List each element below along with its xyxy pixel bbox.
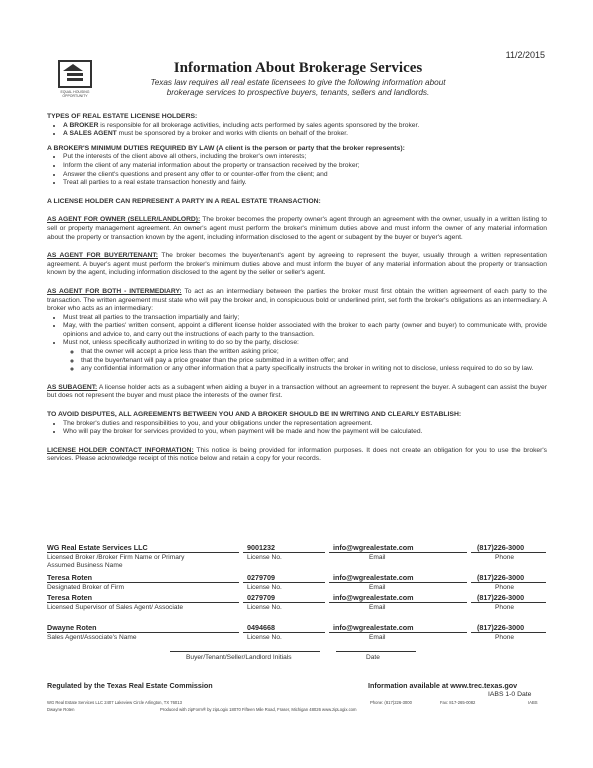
email-label: Email (369, 634, 386, 641)
intermediary-sublist (63, 348, 547, 374)
broker-firm-name: WG Real Estate Services LLC (47, 543, 148, 552)
sales-agent-phone: (817)226-3000 (477, 623, 525, 632)
page-title: Information About Brokerage Services (173, 60, 423, 76)
buyer-agent-paragraph: AS AGENT FOR BUYER/TENANT: The broker becomes the buyer/tenant's agent by agreeing to represent the buyer, usually through a written representation agreement. A buyer's agent must perform the broker's minimum duties above and must inform the buyer of any material information about the property or transaction known by the agent, including information disclosed to the agent by the seller or seller's agent. (47, 252, 548, 277)
sales-agent-license: 0494668 (247, 623, 275, 632)
phone-label: Phone (495, 604, 515, 611)
footer-software: Produced with zipForm® by zipLogix 18070 Fifteen Mile Road, Fraser, Michigan 48026 www.zipLogix.com (160, 707, 357, 712)
info-available-text: Information available at www.trec.texas.gov (368, 681, 518, 690)
footer-fax: Fax: 817-265-0082 (440, 700, 476, 705)
duties-list (47, 153, 547, 187)
date-label: Date (366, 654, 380, 661)
designated-broker-license: 0279709 (247, 573, 275, 582)
broker-license: 9001232 (247, 543, 275, 552)
intermediary-list (47, 314, 547, 374)
document-date: 11/2/2015 (505, 50, 545, 60)
sales-agent-name: Dwayne Roten (47, 623, 97, 632)
intermediary-paragraph: AS AGENT FOR BOTH - INTERMEDIARY: To act as an intermediary between the parties the broker must first obtain the written agreement of each party to the transaction. The written agreement must state who will pay the broker and, in conspicuous bold or underlined print, set forth the broker's obligations as an intermediary. A broker who acts as an intermediary: (47, 287, 547, 313)
designated-broker-name: Teresa Roten (47, 573, 93, 582)
list-item: • A BROKER is responsible for all brokerage activities, including acts performed by sales agents sponsored by the broker. (63, 122, 547, 131)
owner-agent-paragraph: AS AGENT FOR OWNER (SELLER/LANDLORD): The broker becomes the property owner's agent through an agreement with the owner, usually in a written listing to sell or property management agreement. An owner's agent must perform the broker's minimum duties above and must inform the owner of any material information about the property or transaction known by the agent, including information disclosed to the agent or subagent by the buyer or buyer's agent. (47, 216, 547, 241)
email-label: Email (369, 554, 386, 561)
date-line (336, 651, 416, 652)
broker-phone: (817)226-3000 (477, 543, 525, 552)
represent-heading: A LICENSE HOLDER CAN REPRESENT A PARTY IN A REAL ESTATE TRANSACTION: (47, 197, 321, 205)
list-item: • Who will pay the broker for services provided to you, when payment will be made and how the payment will be calculated. (63, 428, 547, 437)
broker-email: info@wgrealestate.com (333, 543, 414, 552)
page-subtitle (115, 78, 481, 98)
designated-broker-phone: (817)226-3000 (477, 573, 525, 582)
disputes-heading: TO AVOID DISPUTES, ALL AGREEMENTS BETWEEN YOU AND A BROKER SHOULD BE IN WRITING AND CLEARLY ESTABLISH: (47, 411, 462, 419)
designated-broker-label: Designated Broker of Firm (47, 584, 124, 591)
list-item: • Treat all parties to a real estate transaction honestly and fairly. (63, 179, 547, 188)
license-label: License No. (247, 554, 282, 561)
phone-label: Phone (495, 554, 515, 561)
logo-caption: EQUAL HOUSING OPPORTUNITY (60, 90, 90, 98)
supervisor-license: 0279709 (247, 593, 275, 602)
house-icon (58, 60, 92, 88)
sales-agent-email: info@wgrealestate.com (333, 623, 414, 632)
list-item: ◦ any confidential information or any other information that a party specifically instructs the broker in writing not to disclose, unless required to do so by law. (81, 365, 547, 374)
subtitle-line-2: brokerage services to prospective buyers, tenants, sellers and landlords. (166, 88, 430, 97)
footer-phone: Phone: (817)226-3000 (370, 700, 412, 705)
sales-agent-label: Sales Agent/Associate's Name (47, 634, 137, 641)
list-item: • The broker's duties and responsibilities to you, and your obligations under the representation agreement. (63, 420, 547, 429)
form-id: IABS 1-0 Date (488, 691, 532, 698)
supervisor-name: Teresa Roten (47, 593, 93, 602)
supervisor-label: Licensed Supervisor of Sales Agent/ Associate (47, 604, 183, 611)
footer-code: IABS (528, 700, 538, 705)
subtitle-line-1: Texas law requires all real estate licensees to give the following information about (150, 78, 446, 87)
supervisor-email: info@wgrealestate.com (333, 593, 414, 602)
license-label: License No. (247, 584, 282, 591)
disputes-list (47, 420, 547, 437)
contact-info-paragraph: LICENSE HOLDER CONTACT INFORMATION: This notice is being provided for information purposes. It does not create an obligation for you to use the broker's services. Please acknowledge receipt of this notice below and retain a copy for your records. (47, 446, 547, 463)
equal-housing-logo (58, 60, 92, 98)
license-label: License No. (247, 634, 282, 641)
list-item: ◦ that the owner will accept a price less than the written asking price; (81, 348, 547, 357)
types-heading: TYPES OF REAL ESTATE LICENSE HOLDERS: (47, 113, 198, 120)
initials-label: Buyer/Tenant/Seller/Landlord Initials (186, 654, 292, 661)
types-list (47, 122, 547, 139)
list-item: • Answer the client's questions and present any offer to or counter-offer from the client; and (63, 171, 547, 180)
contact-table (47, 543, 546, 663)
phone-label: Phone (495, 634, 515, 641)
regulated-text: Regulated by the Texas Real Estate Commission (47, 681, 213, 690)
designated-broker-email: info@wgrealestate.com (333, 573, 414, 582)
list-item: • Inform the client of any material information about the property or transaction received by the broker; (63, 162, 547, 171)
footer-company: WG Real Estate Services LLC 2407 Lakeview Circle Arlington, TX 76013 (47, 700, 182, 705)
list-item: • Must treat all parties to the transaction impartially and fairly; (63, 314, 547, 323)
phone-label: Phone (495, 584, 515, 591)
duties-heading: A BROKER'S MINIMUM DUTIES REQUIRED BY LAW (A client is the person or party that the broker represents): (47, 144, 405, 152)
broker-name-label: Licensed Broker /Broker Firm Name or Primary Assumed Business Name (47, 554, 185, 569)
list-item: • Must not, unless specifically authorized in writing to do so by the party, disclose: ◦ that the owner will accept a price less than the written asking price; ◦ that the buyer/tenant will pay a price greater than the price submitted in a written offer; and ◦ any confidential information or any other information that a party specifically instructs the broker in writing not to disclose, unless required to do so by law. (63, 339, 547, 373)
license-label: License No. (247, 604, 282, 611)
list-item: • May, with the parties' written consent, appoint a different license holder associated with the broker to each party (owner and buyer) to communicate with, provide opinions and advice to, and carry out the instructions of each party to the transaction. (63, 322, 547, 339)
list-item: • Put the interests of the client above all others, including the broker's own interests; (63, 153, 547, 162)
email-label: Email (369, 584, 386, 591)
initials-line (170, 651, 320, 652)
subagent-paragraph: AS SUBAGENT: A license holder acts as a subagent when aiding a buyer in a transaction without an agreement to represent the buyer. A subagent can assist the buyer but does not represent the buyer and must place the interests of the owner first. (47, 383, 547, 400)
footer-agent: Dwayne Roten (47, 707, 75, 712)
supervisor-phone: (817)226-3000 (477, 593, 525, 602)
list-item: ◦ that the buyer/tenant will pay a price greater than the price submitted in a written offer; and (81, 357, 547, 366)
document-body (47, 113, 547, 464)
list-item: • A SALES AGENT must be sponsored by a broker and works with clients on behalf of the broker. (63, 130, 547, 139)
email-label: Email (369, 604, 386, 611)
